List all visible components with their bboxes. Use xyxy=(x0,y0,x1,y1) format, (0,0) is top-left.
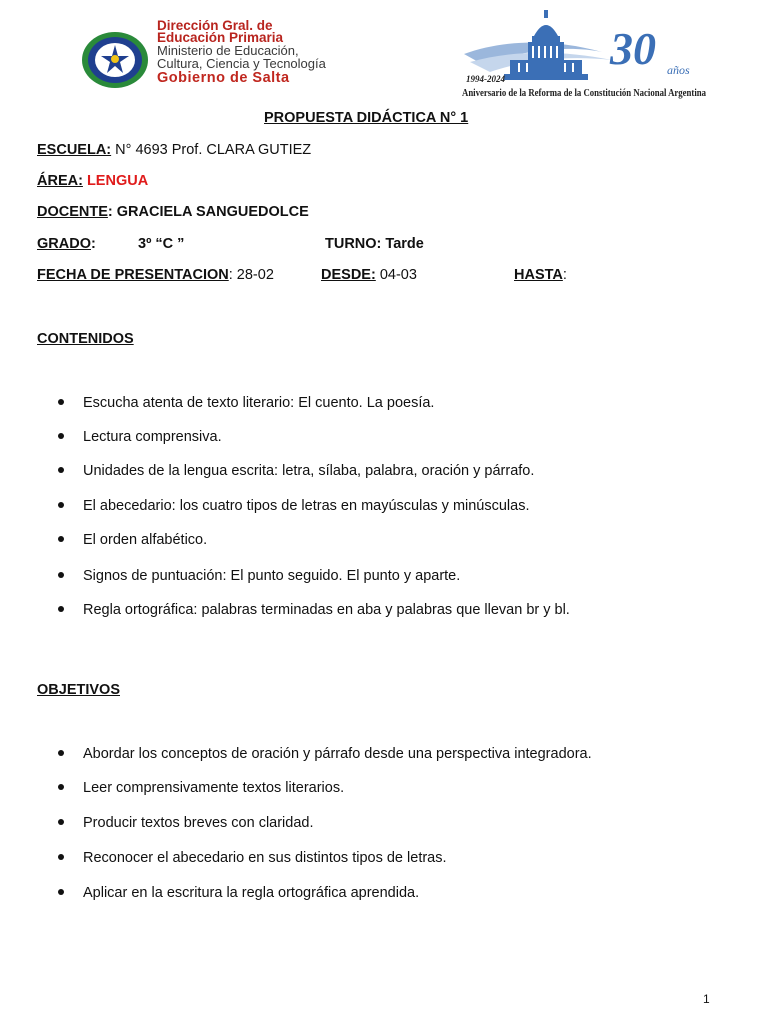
bullet-icon xyxy=(58,467,64,473)
list-item: Regla ortográfica: palabras terminadas en aba y palabras que llevan br y bl. xyxy=(83,602,570,618)
page-number: 1 xyxy=(703,992,710,1006)
hasta-row xyxy=(514,267,567,284)
turno: TURNO: Tarde xyxy=(325,236,424,252)
escuela-row xyxy=(37,142,311,159)
list-item: Leer comprensivamente textos literarios. xyxy=(83,780,345,796)
document-title: PROPUESTA DIDÁCTICA N° 1 xyxy=(264,110,469,126)
institution-line-3: Ministerio de Educación, xyxy=(157,43,299,58)
area-value: LENGUA xyxy=(82,173,149,189)
anniversary-caption: Aniversario de la Reforma de la Constitución Nacional Argentina xyxy=(462,88,707,99)
institution-line-2: Educación Primaria xyxy=(157,30,284,45)
grado-row xyxy=(37,236,96,253)
list-item: El abecedario: los cuatro tipos de letras en mayúsculas y minúsculas. xyxy=(83,498,530,514)
docente-value: : GRACIELA SANGUEDOLCE xyxy=(107,204,309,220)
list-item: El orden alfabético. xyxy=(83,532,208,548)
bullet-icon xyxy=(58,399,64,405)
docente-label: DOCENTE xyxy=(37,204,108,220)
desde-row xyxy=(321,267,417,284)
grado-label: GRADO xyxy=(37,236,91,252)
list-item: Unidades de la lengua escrita: letra, sílaba, palabra, oración y párrafo. xyxy=(83,463,535,479)
anniversary-logo xyxy=(462,2,706,102)
contenidos-heading: CONTENIDOS xyxy=(37,331,134,347)
list-item: Abordar los conceptos de oración y párrafo desde una perspectiva integradora. xyxy=(83,746,592,762)
hasta-colon: : xyxy=(562,267,567,283)
docente-row xyxy=(37,204,309,221)
list-item: Aplicar en la escritura la regla ortográfica aprendida. xyxy=(83,885,420,901)
institution-line-4: Cultura, Ciencia y Tecnología xyxy=(157,56,326,71)
objetivos-heading: OBJETIVOS xyxy=(37,682,120,698)
bullet-icon xyxy=(58,606,64,612)
institution-block xyxy=(157,20,407,87)
list-item: Escucha atenta de texto literario: El cuento. La poesía. xyxy=(83,395,435,411)
bullet-icon xyxy=(58,572,64,578)
desde-label: DESDE: xyxy=(321,267,376,283)
bullet-icon xyxy=(58,889,64,895)
list-item: Producir textos breves con claridad. xyxy=(83,815,314,831)
fecha-row xyxy=(37,267,274,284)
hasta-label: HASTA xyxy=(514,267,563,283)
area-label: ÁREA: xyxy=(37,173,83,189)
bullet-icon xyxy=(58,502,64,508)
escuela-value: N° 4693 Prof. CLARA GUTIEZ xyxy=(111,142,312,158)
institution-line-5: Gobierno de Salta xyxy=(157,70,290,86)
area-row xyxy=(37,173,148,190)
bullet-icon xyxy=(58,750,64,756)
bullet-icon xyxy=(58,819,64,825)
fecha-value: : 28-02 xyxy=(228,267,274,283)
escuela-label: ESCUELA: xyxy=(37,142,112,158)
bullet-icon xyxy=(58,784,64,790)
list-item: Lectura comprensiva. xyxy=(83,429,222,445)
desde-value: 04-03 xyxy=(375,267,417,283)
grado-colon: : xyxy=(90,236,96,252)
anniversary-unit: años xyxy=(667,63,690,77)
salta-coat-of-arms-logo xyxy=(80,30,150,90)
anniversary-years: 1994-2024 xyxy=(466,74,505,84)
bullet-icon xyxy=(58,854,64,860)
grado-value: 3º “C ” xyxy=(138,236,185,252)
anniversary-number: 30 xyxy=(610,23,656,74)
list-item: Reconocer el abecedario en sus distintos tipos de letras. xyxy=(83,850,447,866)
bullet-icon xyxy=(58,536,64,542)
bullet-icon xyxy=(58,433,64,439)
fecha-label: FECHA DE PRESENTACION xyxy=(37,267,229,283)
institution-line-1: Dirección Gral. de xyxy=(157,18,273,33)
list-item: Signos de puntuación: El punto seguido. El punto y aparte. xyxy=(83,568,461,584)
